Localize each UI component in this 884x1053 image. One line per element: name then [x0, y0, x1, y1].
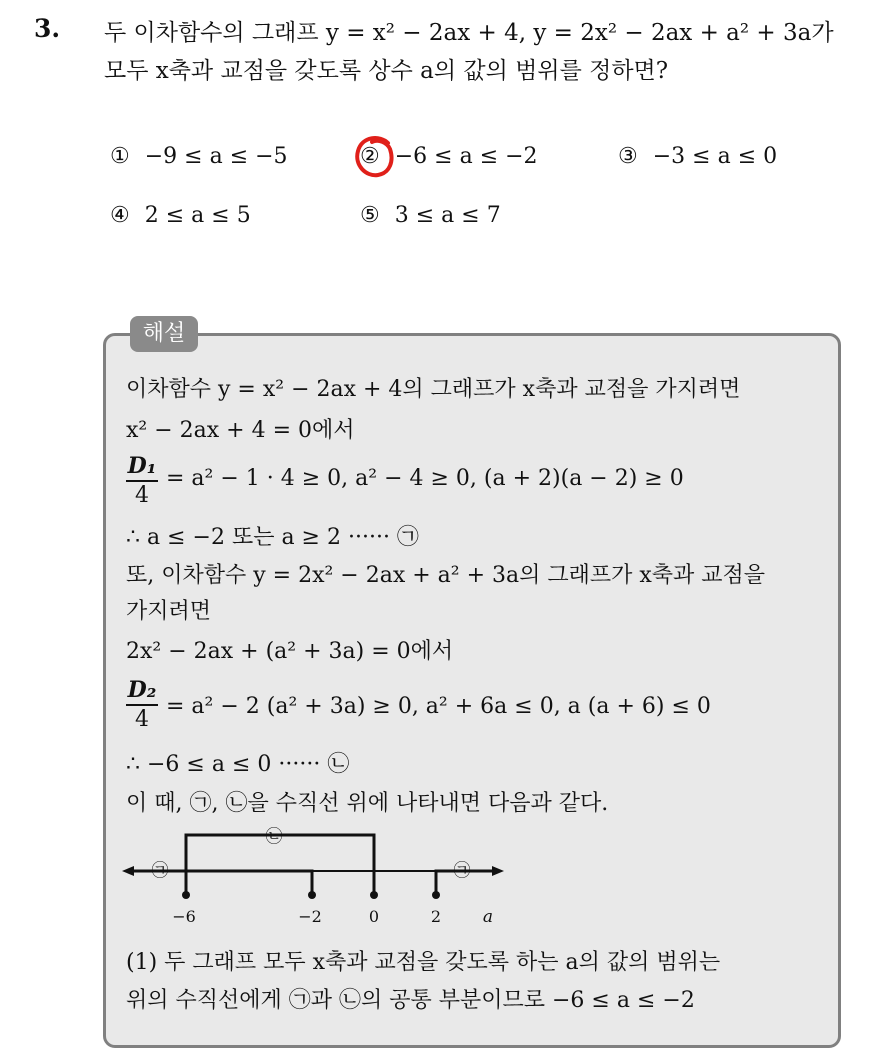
- solution-line-10: 이 때, ㉠, ㉡을 수직선 위에 나타내면 다음과 같다.: [126, 791, 609, 816]
- choice-5[interactable]: [360, 203, 501, 228]
- choice-5-label: ⑤: [360, 203, 380, 228]
- choice-2-text: −6 ≤ a ≤ −2: [394, 144, 538, 169]
- solution-line-4: ∴ a ≤ −2 또는 a ≥ 2 ······ ㉠: [126, 525, 419, 550]
- solution-line-12: 위의 수직선에게 ㉠과 ㉡의 공통 부분이므로 −6 ≤ a ≤ −2: [126, 988, 695, 1013]
- point-minus-2: [308, 891, 316, 899]
- solution-line-5: 또, 이차함수 y = 2x² − 2ax + a² + 3a의 그래프가 x축과 교점을: [126, 563, 766, 588]
- axis-label: a: [482, 907, 494, 927]
- tick-label-2: 2: [430, 907, 442, 926]
- fraction-d1-over-4: [126, 452, 158, 510]
- solution-line-7: 2x² − 2ax + (a² + 3a) = 0에서: [126, 639, 454, 664]
- solution-line-2: x² − 2ax + 4 = 0에서: [126, 418, 355, 443]
- question-text-line2: 모두 x축과 교점을 갖도록 상수 a의 값의 범위를 정하면?: [104, 58, 669, 84]
- fraction-d1-denominator: 4: [135, 483, 149, 508]
- choice-4-label: ④: [110, 203, 130, 228]
- choice-4-text: 2 ≤ a ≤ 5: [144, 203, 251, 228]
- fraction-d2-over-4: [126, 676, 158, 734]
- solution-line-11: (1) 두 그래프 모두 x축과 교점을 갖도록 하는 a의 값의 범위는: [126, 950, 721, 975]
- marker-1-left: ㉠: [151, 861, 169, 881]
- choice-3-label: ③: [618, 144, 638, 169]
- choice-5-text: 3 ≤ a ≤ 7: [394, 203, 501, 228]
- tick-label-minus-2: −2: [298, 907, 322, 926]
- choice-3-text: −3 ≤ a ≤ 0: [652, 144, 778, 169]
- point-minus-6: [182, 891, 190, 899]
- number-line-diagram: [118, 826, 518, 931]
- solution-line-9: ∴ −6 ≤ a ≤ 0 ······ ㉡: [126, 752, 350, 777]
- question-number: 3.: [34, 14, 61, 43]
- tick-label-minus-6: −6: [172, 907, 196, 926]
- solution-line-3: = a² − 1 · 4 ≥ 0, a² − 4 ≥ 0, (a + 2)(a − 2) ≥ 0: [166, 466, 684, 491]
- marker-2: ㉡: [265, 827, 283, 847]
- choice-2-label: ②: [360, 144, 380, 169]
- tick-label-0: 0: [368, 907, 380, 926]
- fraction-d2-denominator: 4: [135, 707, 149, 732]
- fraction-d1-numerator: D₁: [126, 452, 158, 482]
- choice-1-label: ①: [110, 144, 130, 169]
- fraction-d2-numerator: D₂: [126, 676, 158, 706]
- solution-line-6: 가지려면: [126, 599, 212, 624]
- choice-3[interactable]: [618, 144, 777, 169]
- question-text-line1: 두 이차함수의 그래프 y = x² − 2ax + 4, y = 2x² − 2ax + a² + 3a가: [104, 20, 834, 46]
- solution-line-1: 이차함수 y = x² − 2ax + 4의 그래프가 x축과 교점을 가지려면: [126, 377, 741, 402]
- choice-1[interactable]: [110, 144, 288, 169]
- choice-4[interactable]: [110, 203, 251, 228]
- point-2: [432, 891, 440, 899]
- choice-1-text: −9 ≤ a ≤ −5: [144, 144, 288, 169]
- solution-line-8: = a² − 2 (a² + 3a) ≥ 0, a² + 6a ≤ 0, a (a + 6) ≤ 0: [166, 694, 711, 719]
- point-0: [370, 891, 378, 899]
- solution-tag: 해설: [130, 316, 198, 352]
- answer-circle-mark: [352, 133, 398, 183]
- marker-1-right: ㉠: [453, 861, 471, 881]
